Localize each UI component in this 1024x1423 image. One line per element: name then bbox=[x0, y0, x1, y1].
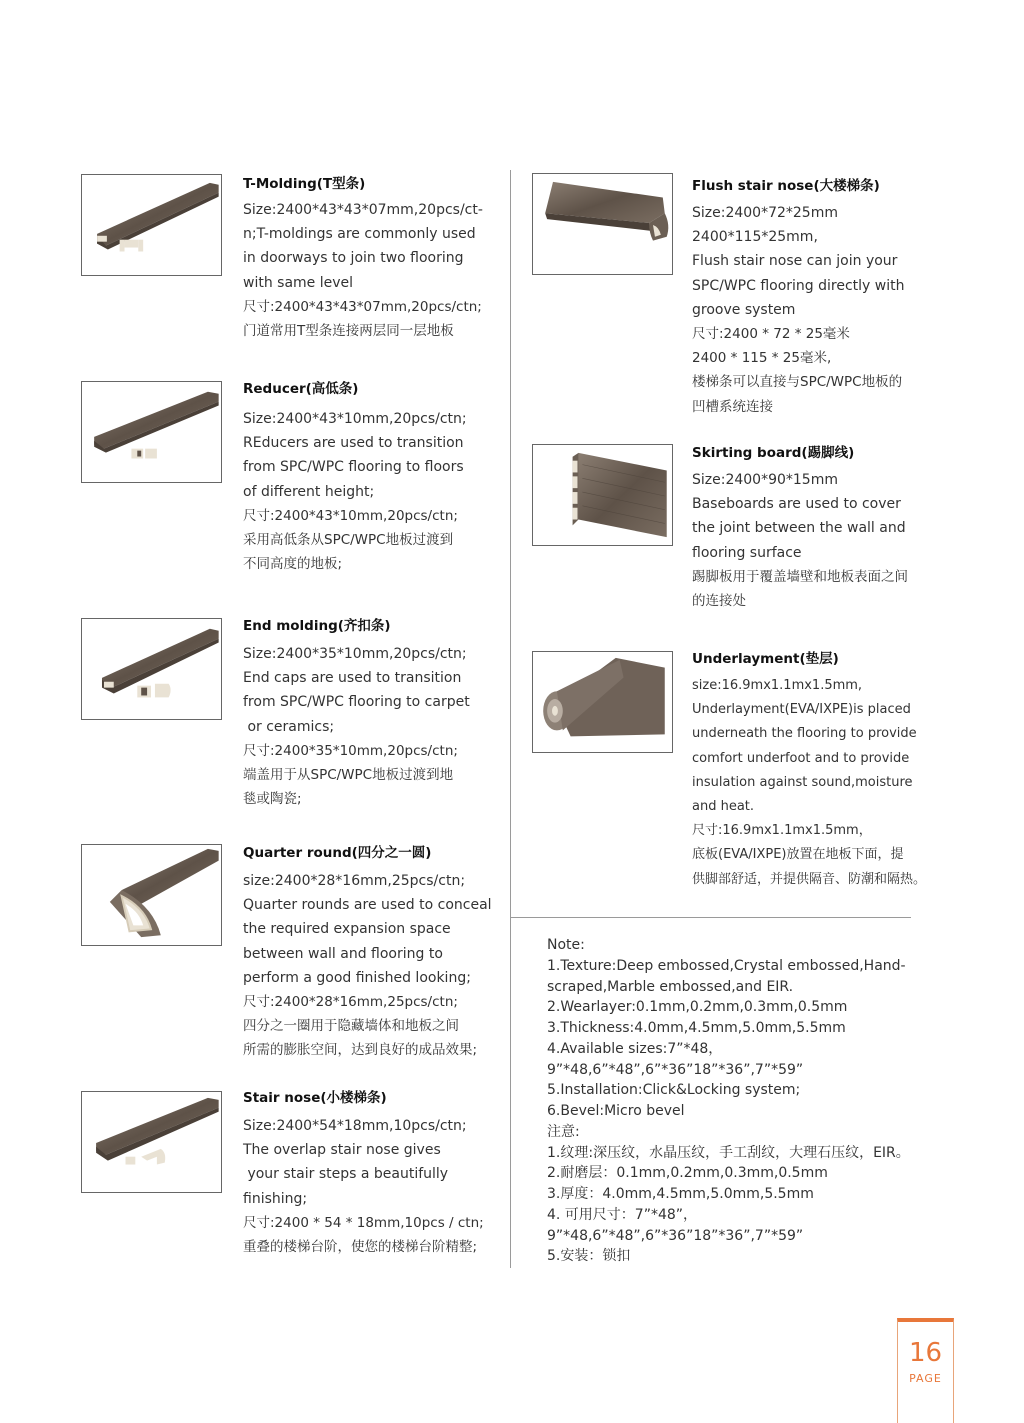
spec-line: 尺寸:2400 * 54 * 18mm,10pcs / ctn; bbox=[243, 1214, 484, 1231]
product-title: Skirting board(踢脚线) bbox=[692, 445, 855, 461]
note-line: 9”*48,6”*48”,6”*36”18”*36”,7”*59” bbox=[547, 1061, 804, 1078]
spec-line: Size:2400*54*18mm,10pcs/ctn; bbox=[243, 1118, 467, 1134]
spec-line: 楼梯条可以直接与SPC/WPC地板的 bbox=[692, 374, 903, 391]
spec-line: the joint between the wall and bbox=[692, 520, 906, 537]
spec-line: The overlap stair nose gives bbox=[243, 1142, 441, 1159]
note-line: 5.Installation:Click&Locking system; bbox=[547, 1082, 801, 1099]
spec-line: 的连接处 bbox=[692, 593, 746, 610]
spec-line: size:2400*28*16mm,25pcs/ctn; bbox=[243, 873, 466, 889]
note-line: 1.Texture:Deep embossed,Crystal embossed,Hand- bbox=[547, 957, 906, 974]
product-underlayment bbox=[692, 647, 954, 892]
notes-section bbox=[547, 935, 927, 1267]
spec-line: of different height; bbox=[243, 483, 375, 500]
product-t-molding bbox=[243, 172, 505, 343]
spec-line: 四分之一圈用于隐藏墙体和地板之间 bbox=[243, 1018, 459, 1035]
spec-line: perform a good finished looking; bbox=[243, 969, 471, 986]
product-stair-nose bbox=[243, 1086, 505, 1259]
spec-line: Baseboards are used to cover bbox=[692, 496, 901, 513]
spec-line: n;T-moldings are commonly used bbox=[243, 226, 476, 243]
spec-line: Size:2400*43*10mm,20pcs/ctn; bbox=[243, 411, 467, 427]
spec-line: between wall and flooring to bbox=[243, 945, 443, 962]
spec-line: End caps are used to transition bbox=[243, 670, 462, 687]
spec-line: from SPC/WPC flooring to floors bbox=[243, 459, 464, 476]
end-molding-image bbox=[81, 618, 222, 720]
note-heading-cn: 注意: bbox=[547, 1123, 580, 1140]
product-title: T-Molding(T型条) bbox=[243, 176, 366, 192]
spec-line: 所需的膨胀空间，达到良好的成品效果; bbox=[243, 1042, 478, 1059]
spec-line: 踢脚板用于覆盖墙壁和地板表面之间 bbox=[692, 568, 908, 585]
spec-line: the required expansion space bbox=[243, 921, 451, 938]
spec-line: finishing; bbox=[243, 1190, 308, 1207]
spec-line: 不同高度的地板; bbox=[243, 556, 343, 573]
spec-line: 尺寸:2400 * 72 * 25毫米 bbox=[692, 326, 850, 343]
spec-line: from SPC/WPC flooring to carpet bbox=[243, 694, 470, 711]
spec-line: and heat. bbox=[692, 799, 755, 815]
spec-line: 尺寸:2400*43*43*07mm,20pcs/ctn; bbox=[243, 298, 482, 315]
spec-line: groove system bbox=[692, 301, 796, 318]
spec-line: 2400*115*25mm, bbox=[692, 229, 818, 246]
spec-line: insulation against sound,moisture bbox=[692, 774, 913, 790]
product-flush-stair-nose bbox=[692, 174, 954, 419]
spec-line: 尺寸:2400*35*10mm,20pcs/ctn; bbox=[243, 742, 458, 759]
spec-line: in doorways to join two flooring bbox=[243, 250, 464, 267]
note-line: 3.Thickness:4.0mm,4.5mm,5.0mm,5.5mm bbox=[547, 1020, 846, 1036]
spec-line: Size:2400*35*10mm,20pcs/ctn; bbox=[243, 646, 467, 662]
reducer-image bbox=[81, 381, 222, 483]
product-title: Underlayment(垫层) bbox=[692, 651, 839, 667]
spec-line: 凹槽系统连接 bbox=[692, 398, 773, 415]
product-title: Stair nose(小楼梯条) bbox=[243, 1090, 387, 1106]
spec-line: Quarter rounds are used to conceal bbox=[243, 897, 492, 914]
note-line: 9”*48,6”*48”,6”*36”18”*36”,7”*59” bbox=[547, 1227, 804, 1244]
t-molding-image bbox=[81, 174, 222, 276]
spec-line: size:16.9mx1.1mx1.5mm, bbox=[692, 678, 863, 693]
product-end-molding bbox=[243, 614, 505, 811]
spec-line: 供脚部舒适，并提供隔音、防潮和隔热。 bbox=[692, 871, 927, 887]
note-line: 5.安装：锁扣 bbox=[547, 1248, 631, 1265]
note-line: 1.纹理:深压纹，水晶压纹，手工刮纹，大理石压纹，EIR。 bbox=[547, 1144, 910, 1161]
note-line: 2.Wearlayer:0.1mm,0.2mm,0.3mm,0.5mm bbox=[547, 999, 848, 1016]
product-title: Quarter round(四分之一圆) bbox=[243, 845, 432, 861]
spec-line: 2400 * 115 * 25毫米, bbox=[692, 350, 832, 367]
spec-line: 毯或陶瓷; bbox=[243, 791, 302, 808]
product-skirting-board bbox=[692, 441, 954, 613]
page-number-box bbox=[897, 1318, 954, 1423]
column-divider bbox=[510, 170, 511, 1268]
spec-line: or ceramics; bbox=[243, 718, 335, 735]
spec-line: 尺寸:16.9mx1.1mx1.5mm， bbox=[692, 823, 872, 839]
note-line: 2.耐磨层：0.1mm,0.2mm,0.3mm,0.5mm bbox=[547, 1165, 828, 1182]
stair-nose-image bbox=[81, 1091, 222, 1193]
product-title: Reducer(高低条) bbox=[243, 381, 359, 397]
spec-line: SPC/WPC flooring directly with bbox=[692, 277, 905, 294]
spec-line: 重叠的楼梯台阶，使您的楼梯台阶精整; bbox=[243, 1239, 478, 1256]
page-label: PAGE bbox=[909, 1372, 942, 1385]
spec-line: flooring surface bbox=[692, 544, 802, 561]
spec-line: Size:2400*90*15mm bbox=[692, 472, 838, 488]
product-title: Flush stair nose(大楼梯条) bbox=[692, 178, 880, 194]
note-line: scraped,Marble embossed,and EIR. bbox=[547, 978, 794, 995]
note-line: 3.厚度：4.0mm,4.5mm,5.0mm,5.5mm bbox=[547, 1186, 814, 1202]
notes-divider bbox=[510, 917, 911, 918]
flush-stair-nose-image bbox=[532, 173, 673, 275]
quarter-round-image bbox=[81, 844, 222, 946]
skirting-board-image bbox=[532, 444, 673, 546]
spec-line: 采用高低条从SPC/WPC地板过渡到 bbox=[243, 532, 454, 549]
spec-line: 门道常用T型条连接两层同一层地板 bbox=[243, 323, 454, 340]
spec-line: 底板(EVA/IXPE)放置在地板下面，提 bbox=[692, 847, 904, 863]
page-number: 16 bbox=[908, 1338, 943, 1368]
note-line: 4. 可用尺寸：7”*48”， bbox=[547, 1206, 698, 1223]
spec-line: 尺寸:2400*28*16mm,25pcs/ctn; bbox=[243, 994, 458, 1011]
product-reducer bbox=[243, 377, 505, 576]
spec-line: REducers are used to transition bbox=[243, 435, 464, 452]
product-title: End molding(齐扣条) bbox=[243, 618, 391, 634]
note-heading: Note: bbox=[547, 937, 585, 953]
spec-line: 尺寸:2400*43*10mm,20pcs/ctn; bbox=[243, 507, 458, 524]
spec-line: your stair steps a beautifully bbox=[243, 1166, 449, 1183]
note-line: 4.Available sizes:7”*48， bbox=[547, 1040, 723, 1057]
spec-line: Underlayment(EVA/IXPE)is placed bbox=[692, 702, 911, 718]
spec-line: Flush stair nose can join your bbox=[692, 253, 898, 270]
spec-line: comfort underfoot and to provide bbox=[692, 750, 910, 766]
spec-line: Size:2400*43*43*07mm,20pcs/ct- bbox=[243, 202, 483, 218]
spec-line: 端盖用于从SPC/WPC地板过渡到地 bbox=[243, 767, 454, 784]
underlayment-image bbox=[532, 651, 673, 753]
product-quarter-round bbox=[243, 841, 505, 1063]
spec-line: Size:2400*72*25mm bbox=[692, 205, 838, 221]
note-line: 6.Bevel:Micro bevel bbox=[547, 1103, 685, 1119]
spec-line: with same level bbox=[243, 274, 354, 291]
spec-line: underneath the flooring to provide bbox=[692, 726, 917, 742]
